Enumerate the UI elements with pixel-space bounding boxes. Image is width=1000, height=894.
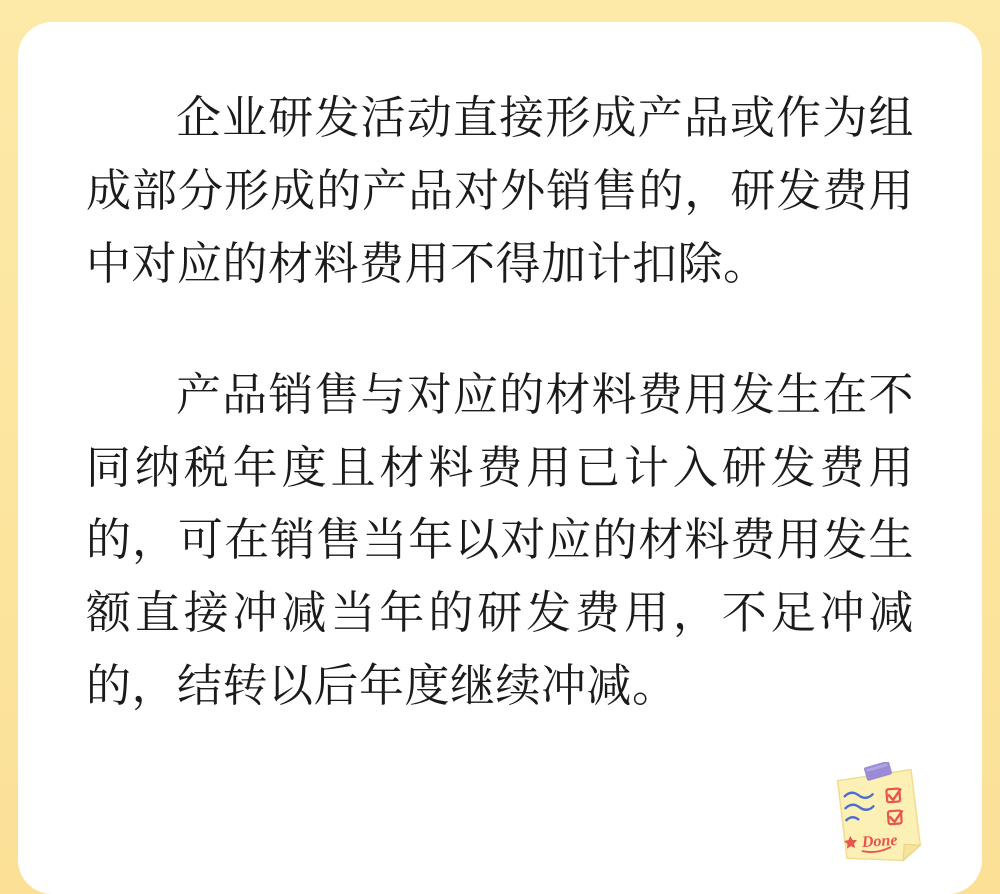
svg-text:Done: Done bbox=[861, 831, 899, 852]
paragraph-1: 企业研发活动直接形成产品或作为组成部分形成的产品对外销售的，研发费用中对应的材料费用不得加计扣除。 bbox=[86, 92, 914, 289]
paragraph-2: 产品销售与对应的材料费用发生在不同纳税年度且材料费用已计入研发费用的，可在销售当年以对应的材料费用发生额直接冲减当年的研发费用，不足冲减的，结转以后年度继续冲减。 bbox=[86, 368, 914, 712]
done-sticky-note-icon bbox=[830, 762, 926, 866]
document-body bbox=[86, 82, 914, 723]
content-card bbox=[18, 22, 982, 894]
